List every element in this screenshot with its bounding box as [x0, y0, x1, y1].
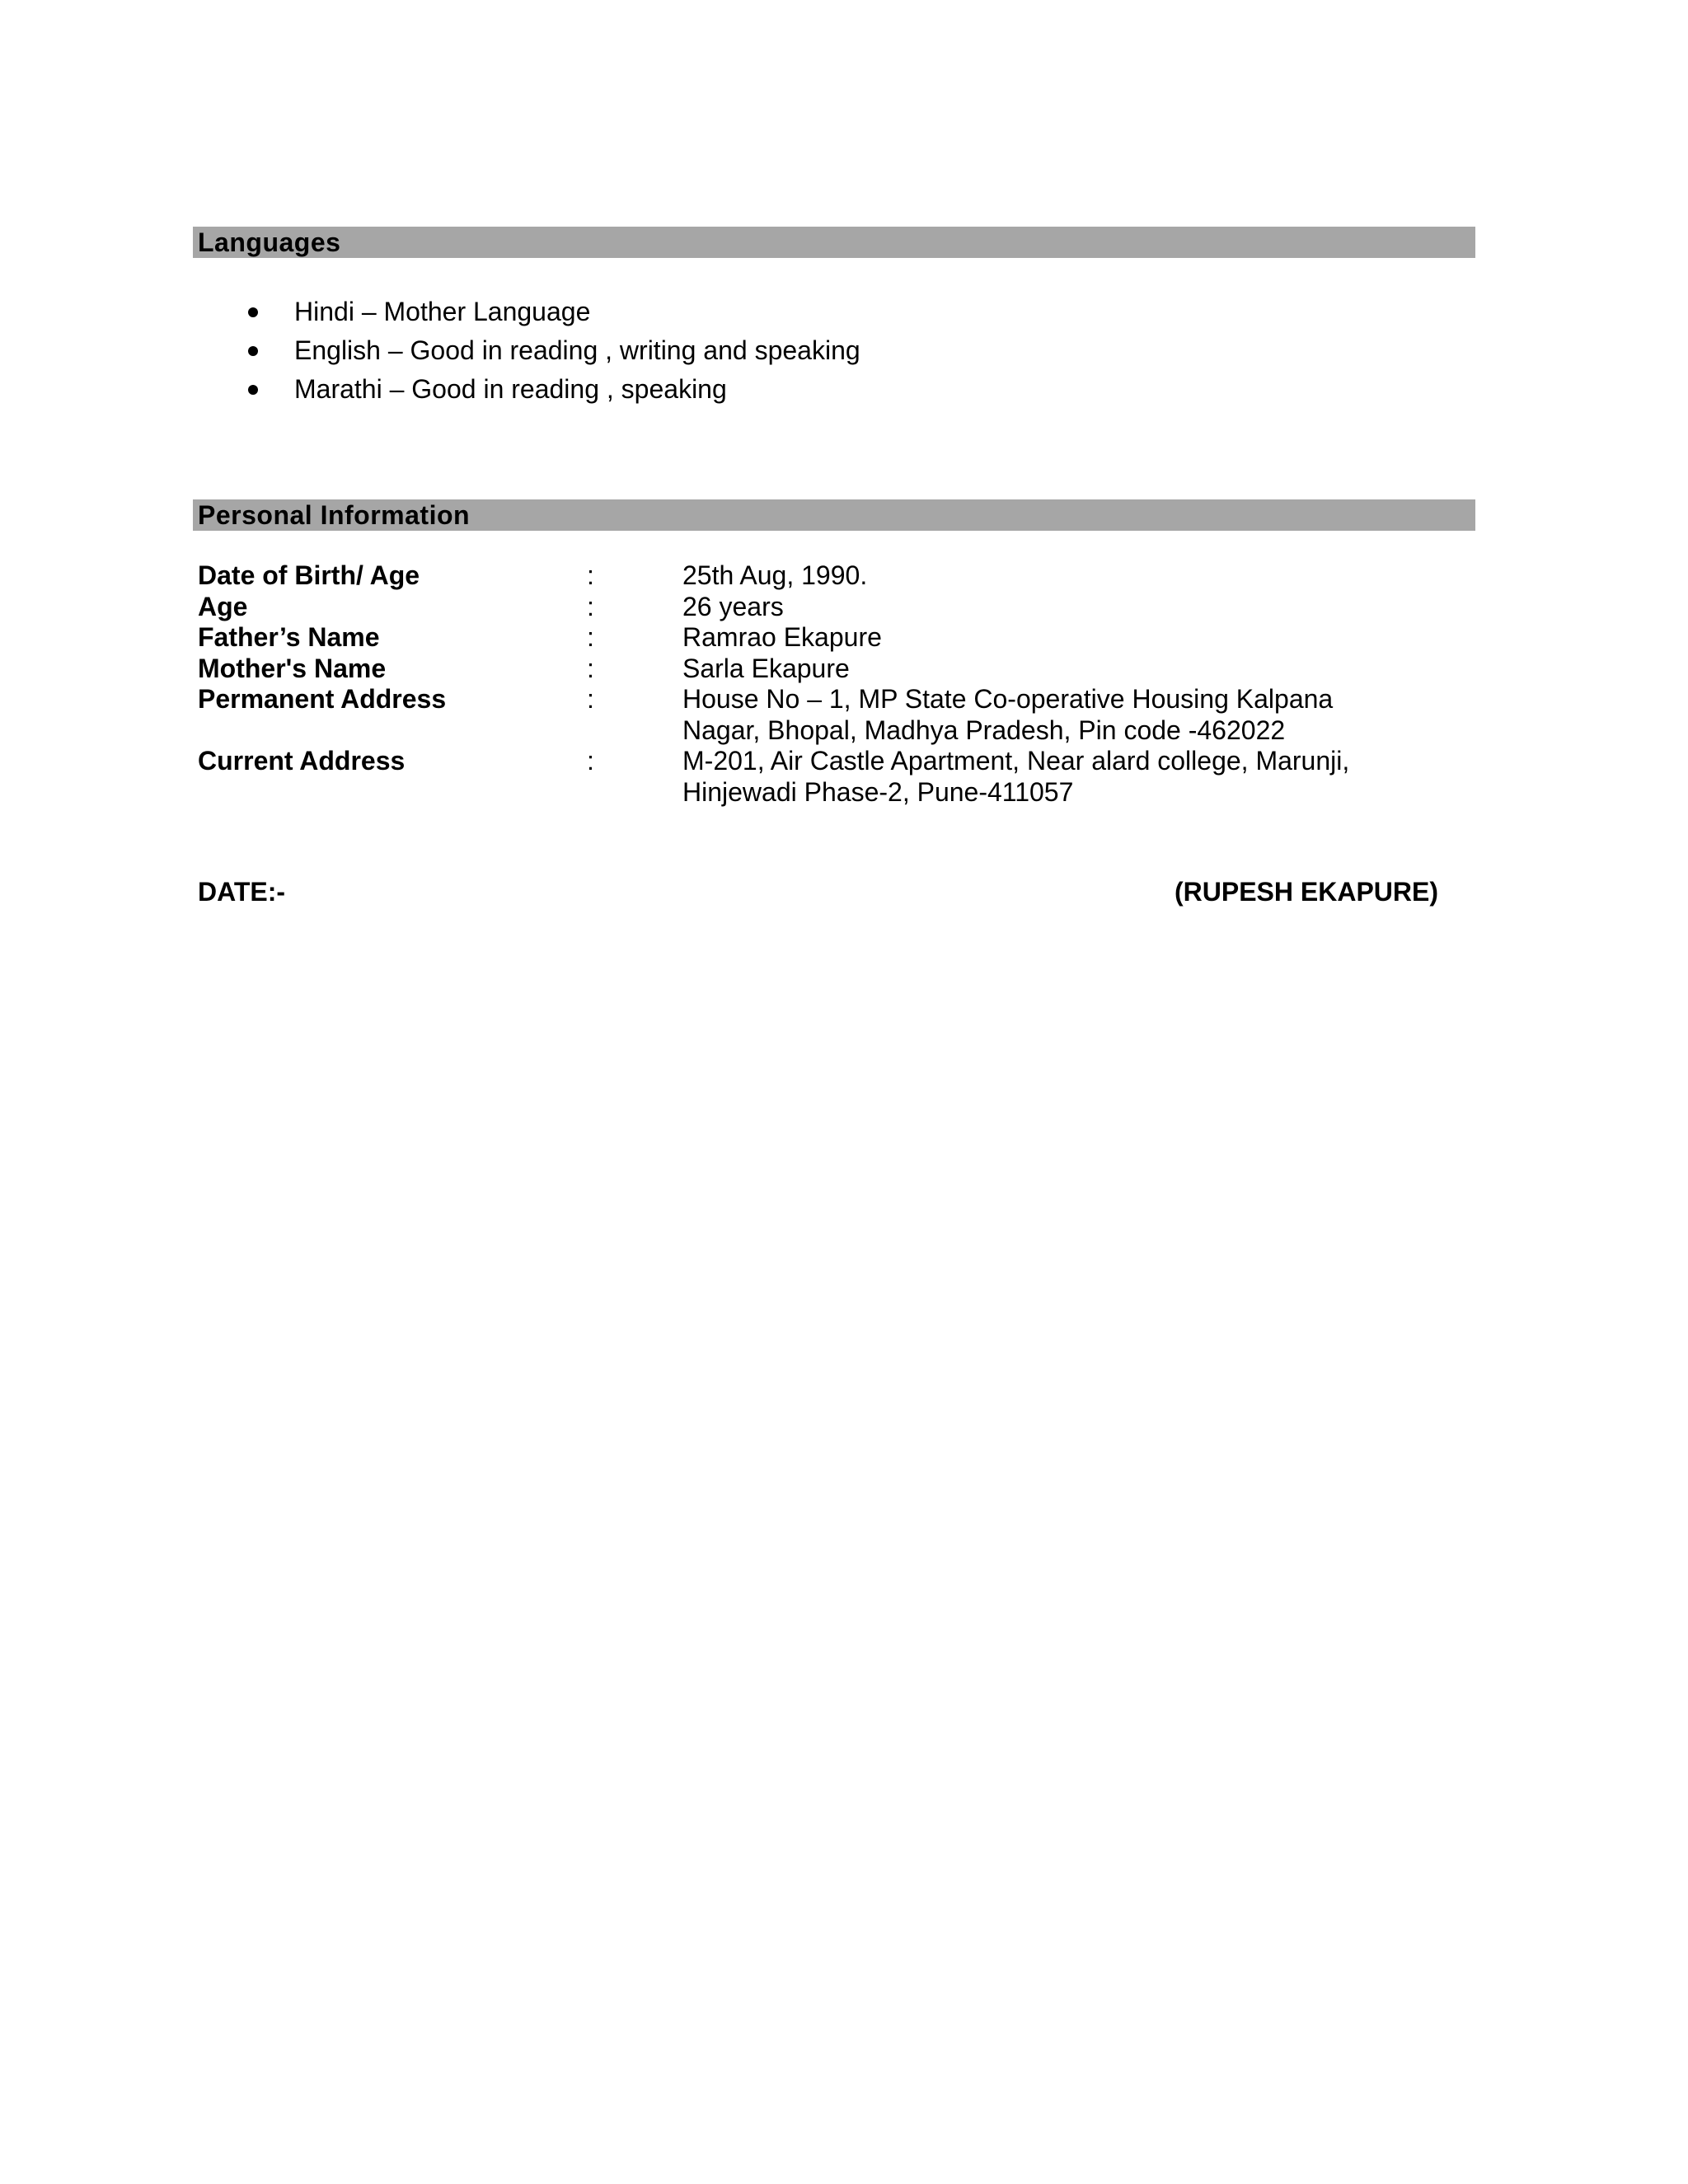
language-text: Hindi – Mother Language — [294, 297, 591, 326]
field-separator: : — [587, 591, 594, 621]
list-item — [193, 331, 860, 370]
date-label: DATE:- — [198, 877, 286, 907]
bullet-icon — [248, 385, 258, 395]
table-row — [198, 592, 1434, 623]
languages-list — [193, 293, 860, 409]
field-value-line: Nagar, Bhopal, Madhya Pradesh, Pin code -462022 — [682, 715, 1286, 745]
list-item — [193, 293, 860, 331]
field-value-line: 26 years — [682, 591, 784, 621]
field-value — [682, 684, 1400, 746]
personal-info-section-header: Personal Information — [193, 499, 1475, 531]
field-value-line: M-201, Air Castle Apartment, Near alard college, Marunji, — [682, 746, 1350, 776]
field-value — [682, 622, 1400, 654]
field-separator: : — [587, 746, 594, 776]
field-value-line: Ramrao Ekapure — [682, 622, 882, 652]
personal-info-table — [198, 560, 1434, 808]
field-value — [682, 654, 1400, 685]
field-label: Mother's Name — [198, 653, 387, 683]
field-value-line: House No – 1, MP State Co-operative Housing Kalpana — [682, 684, 1334, 714]
list-item — [193, 370, 860, 409]
field-label: Date of Birth/ Age — [198, 560, 420, 590]
signature-name: (RUPESH EKAPURE) — [1174, 877, 1438, 907]
field-separator: : — [587, 622, 594, 652]
table-row — [198, 654, 1434, 685]
field-value-line: Hinjewadi Phase-2, Pune-411057 — [682, 776, 1074, 807]
field-value — [682, 560, 1400, 592]
table-row — [198, 560, 1434, 592]
field-label: Permanent Address — [198, 684, 447, 714]
field-separator: : — [587, 653, 594, 683]
language-text: English – Good in reading , writing and speaking — [294, 335, 860, 365]
table-row — [198, 684, 1434, 746]
field-label: Current Address — [198, 746, 406, 776]
field-label: Age — [198, 591, 248, 621]
field-value-line: 25th Aug, 1990. — [682, 560, 868, 590]
field-separator: : — [587, 560, 594, 590]
table-row — [198, 622, 1434, 654]
field-value-line: Sarla Ekapure — [682, 653, 850, 683]
bullet-icon — [248, 307, 258, 317]
bullet-icon — [248, 346, 258, 356]
field-label: Father’s Name — [198, 622, 380, 652]
table-row — [198, 746, 1434, 808]
field-value — [682, 746, 1400, 808]
languages-section-header: Languages — [193, 227, 1475, 258]
language-text: Marathi – Good in reading , speaking — [294, 374, 727, 404]
field-separator: : — [587, 684, 594, 714]
field-value — [682, 592, 1400, 623]
